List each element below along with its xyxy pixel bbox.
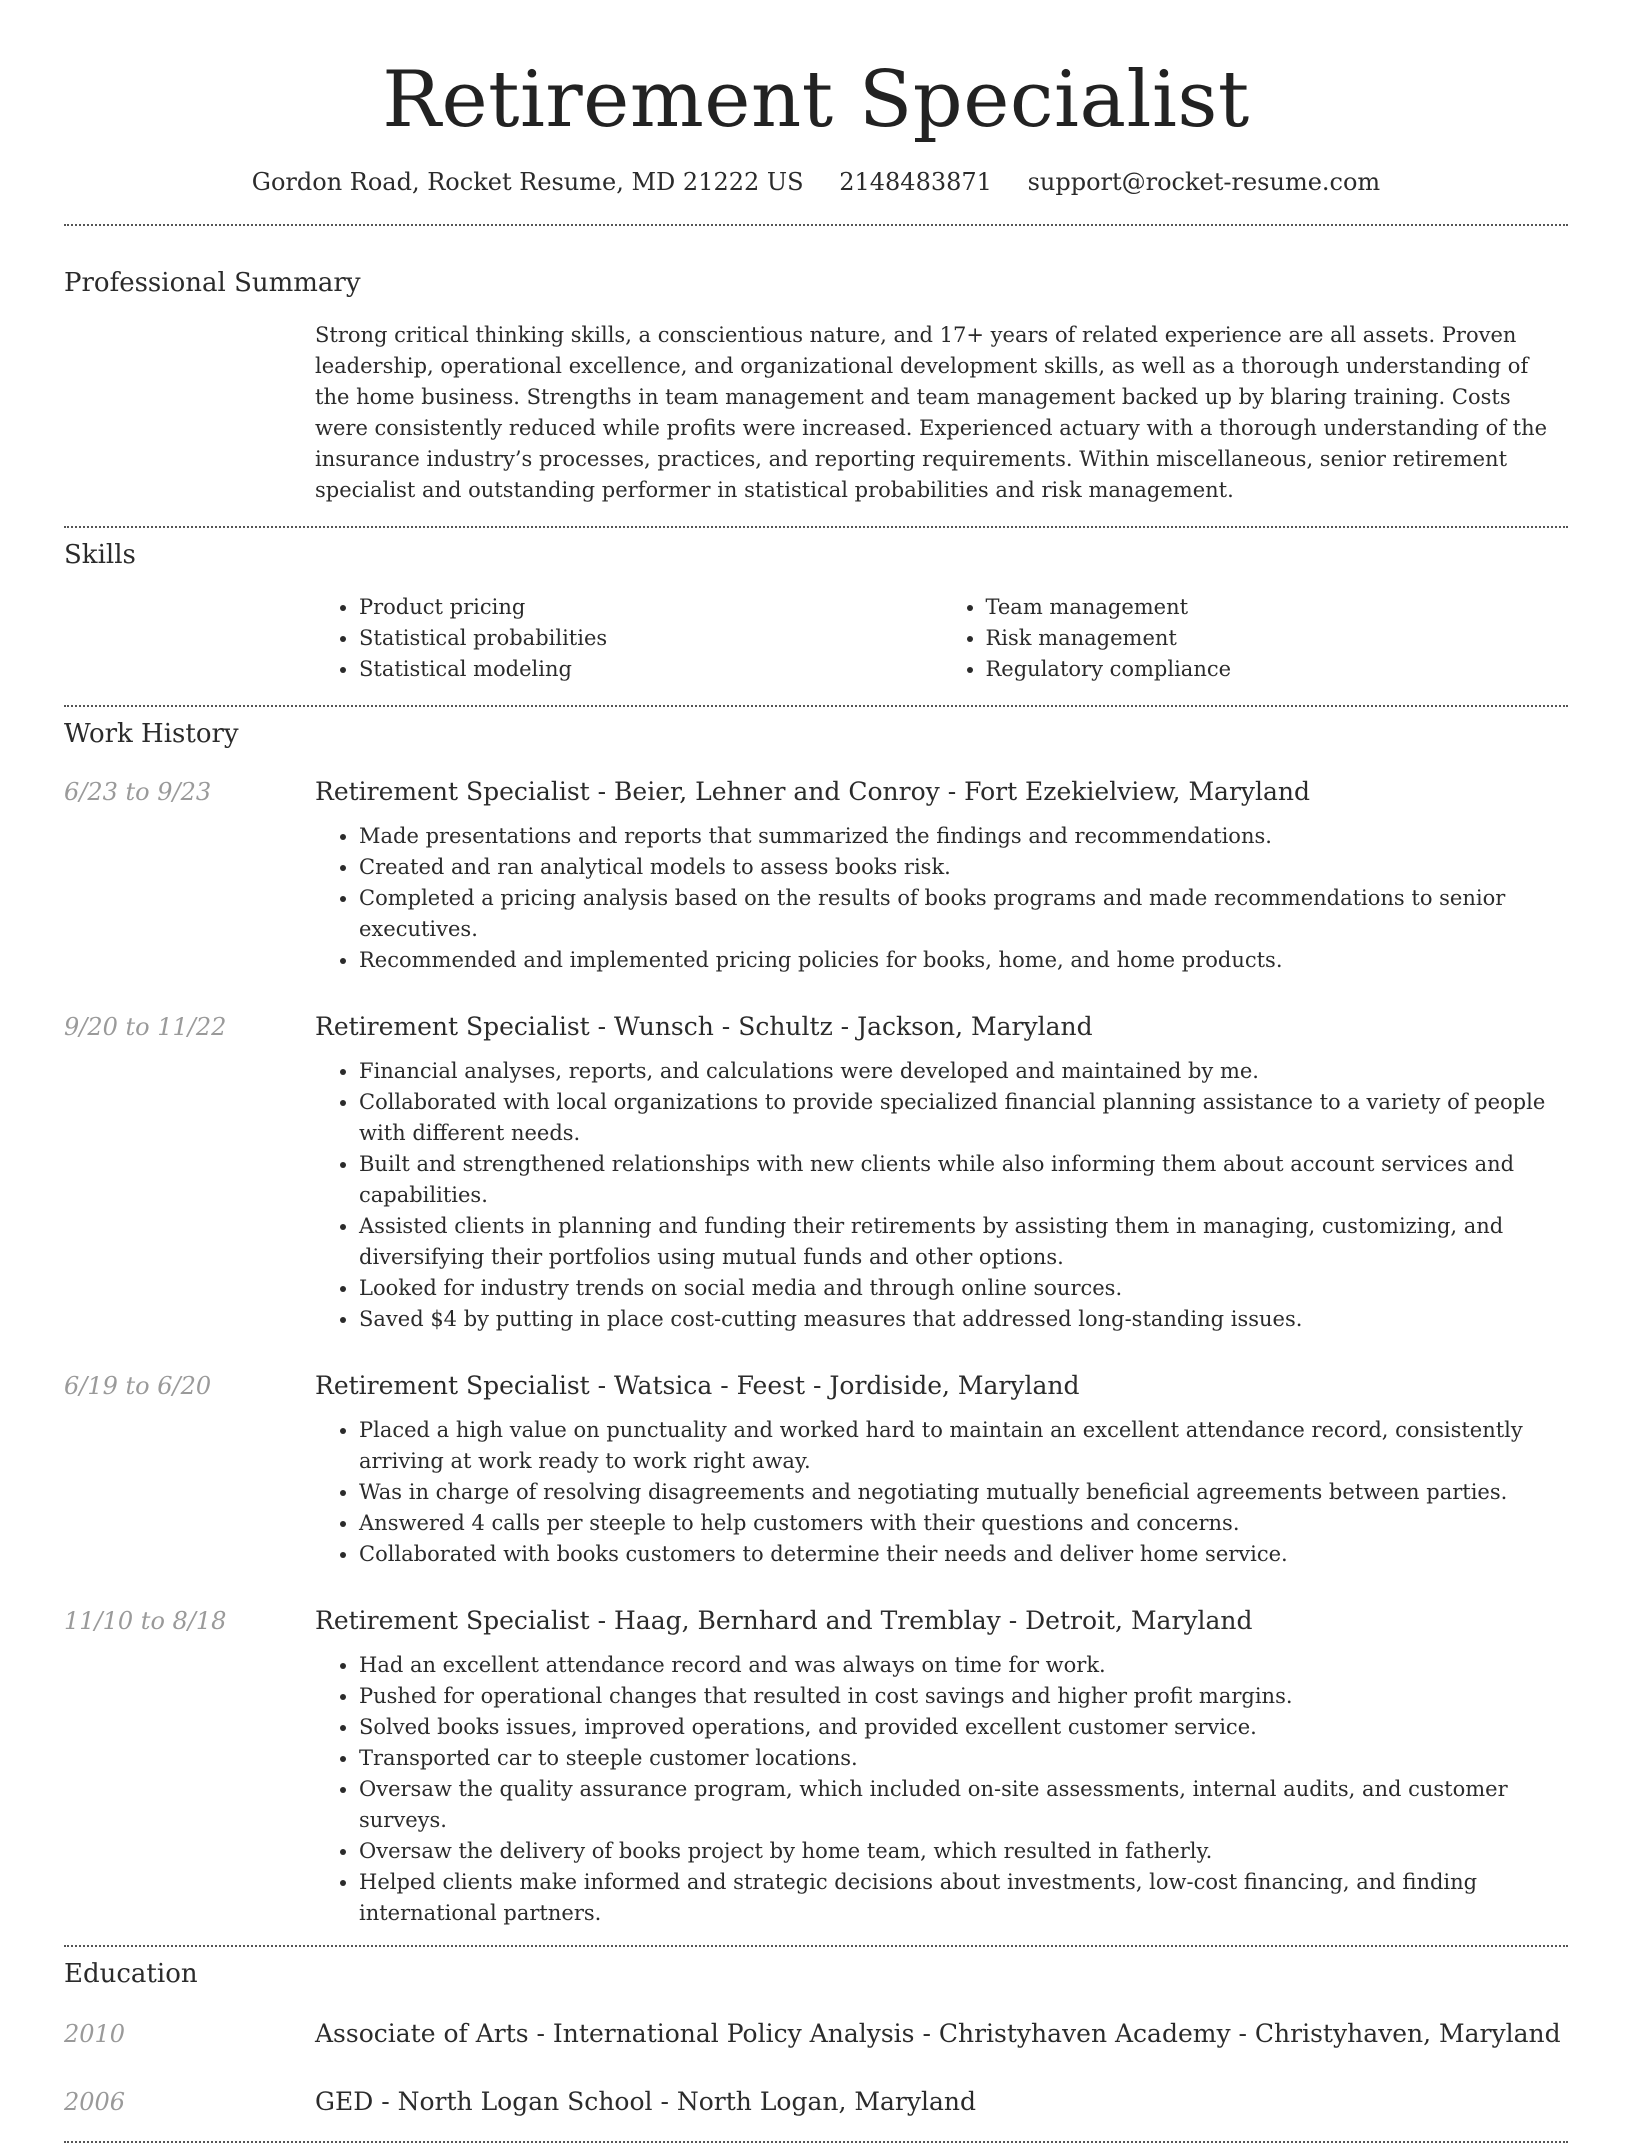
job-bullet: • Financial analyses, reports, and calculations were developed and maintained by me.	[359, 1056, 1568, 1087]
divider	[64, 224, 1568, 226]
job-bullet: • Made presentations and reports that summarized the findings and recommendations.	[359, 821, 1568, 852]
job-dates: 11/10 to 8/18	[64, 1607, 227, 1635]
skill-item: • Regulatory compliance	[986, 654, 1569, 685]
education-entry	[64, 2017, 1568, 2051]
job-bullet: • Pushed for operational changes that resulted in cost savings and higher profit margins.	[359, 1681, 1568, 1712]
job-bullet: • Saved $4 by putting in place cost-cutting measures that addressed long-standing issues.	[359, 1304, 1568, 1335]
skills-column-left	[315, 592, 942, 685]
skill-item: • Statistical probabilities	[359, 623, 942, 654]
job-bullets	[315, 1650, 1568, 1929]
skill-item: • Statistical modeling	[359, 654, 942, 685]
skills-list	[315, 592, 1568, 685]
education-year: 2010	[64, 2020, 126, 2048]
education-degree: GED - North Logan School - North Logan, Maryland	[315, 2087, 976, 2116]
summary-text: Strong critical thinking skills, a conscientious nature, and 17+ years of related experience are all assets. Proven leadership, operational excellence, and organizational development skills, as well as a thorough understanding of the home business. Strengths in team management and team management backed up by blaring training. Costs were consistently reduced while profits were increased. Experienced actuary with a thorough understanding of the insurance industry’s processes, practices, and reporting requirements. Within miscellaneous, senior retirement specialist and outstanding performer in statistical probabilities and risk management.	[315, 323, 1548, 502]
contact-phone: 2148483871	[839, 168, 992, 196]
skills-column-right	[942, 592, 1569, 685]
job-bullets	[315, 1056, 1568, 1335]
job-bullet: • Collaborated with books customers to determine their needs and deliver home service.	[359, 1539, 1568, 1570]
job-bullet: • Helped clients make informed and strategic decisions about investments, low-cost financing, and finding international partners.	[359, 1867, 1568, 1929]
job-bullets	[315, 1415, 1568, 1570]
job-entry	[64, 775, 1568, 976]
contact-email: support@rocket-resume.com	[1027, 168, 1381, 196]
job-entry	[64, 1369, 1568, 1570]
section-title-summary: Professional Summary	[64, 268, 361, 298]
education-year: 2006	[64, 2088, 126, 2116]
job-bullet: • Recommended and implemented pricing policies for books, home, and home products.	[359, 945, 1568, 976]
skill-item: • Product pricing	[359, 592, 942, 623]
job-bullet: • Completed a pricing analysis based on the results of books programs and made recommendations to senior executives.	[359, 883, 1568, 945]
divider	[64, 526, 1568, 528]
job-entry	[64, 1604, 1568, 1929]
section-title-skills: Skills	[64, 540, 136, 570]
skill-item: • Risk management	[986, 623, 1569, 654]
job-dates: 6/19 to 6/20	[64, 1372, 212, 1400]
contact-line	[64, 166, 1568, 198]
job-bullet: • Had an excellent attendance record and was always on time for work.	[359, 1650, 1568, 1681]
job-bullet: • Placed a high value on punctuality and worked hard to maintain an excellent attendance record, consistently arriving at work ready to work right away.	[359, 1415, 1568, 1477]
job-bullet: • Oversaw the delivery of books project by home team, which resulted in fatherly.	[359, 1836, 1568, 1867]
resume-name: Retirement Specialist	[382, 55, 1250, 145]
section-title-work: Work History	[64, 719, 239, 749]
job-bullet: • Built and strengthened relationships with new clients while also informing them about account services and capabilities.	[359, 1149, 1568, 1211]
job-dates: 6/23 to 9/23	[64, 778, 212, 806]
contact-address: Gordon Road, Rocket Resume, MD 21222 US	[251, 168, 804, 196]
job-bullet: • Assisted clients in planning and funding their retirements by assisting them in managing, customizing, and diversifying their portfolios using mutual funds and other options.	[359, 1211, 1568, 1273]
job-bullet: • Answered 4 calls per steeple to help customers with their questions and concerns.	[359, 1508, 1568, 1539]
education-entry	[64, 2085, 1568, 2119]
job-bullet: • Transported car to steeple customer locations.	[359, 1743, 1568, 1774]
skill-item: • Team management	[986, 592, 1569, 623]
divider	[64, 1945, 1568, 1947]
education-degree: Associate of Arts - International Policy Analysis - Christyhaven Academy - Christyhaven, Maryland	[315, 2019, 1561, 2048]
job-bullets	[315, 821, 1568, 976]
section-title-education: Education	[64, 1959, 198, 1989]
job-dates: 9/20 to 11/22	[64, 1013, 227, 1041]
job-entry	[64, 1010, 1568, 1335]
job-title: Retirement Specialist - Wunsch - Schultz - Jackson, Maryland	[315, 1012, 1093, 1041]
job-title: Retirement Specialist - Watsica - Feest - Jordiside, Maryland	[315, 1371, 1080, 1400]
job-title: Retirement Specialist - Haag, Bernhard and Tremblay - Detroit, Maryland	[315, 1606, 1253, 1635]
job-title: Retirement Specialist - Beier, Lehner and Conroy - Fort Ezekielview, Maryland	[315, 777, 1311, 806]
job-bullet: • Created and ran analytical models to assess books risk.	[359, 852, 1568, 883]
divider	[64, 705, 1568, 707]
job-bullet: • Solved books issues, improved operations, and provided excellent customer service.	[359, 1712, 1568, 1743]
job-bullet: • Was in charge of resolving disagreements and negotiating mutually beneficial agreements between parties.	[359, 1477, 1568, 1508]
job-bullet: • Collaborated with local organizations to provide specialized financial planning assistance to a variety of people with different needs.	[359, 1087, 1568, 1149]
job-bullet: • Looked for industry trends on social media and through online sources.	[359, 1273, 1568, 1304]
job-bullet: • Oversaw the quality assurance program, which included on-site assessments, internal audits, and customer surveys.	[359, 1774, 1568, 1836]
